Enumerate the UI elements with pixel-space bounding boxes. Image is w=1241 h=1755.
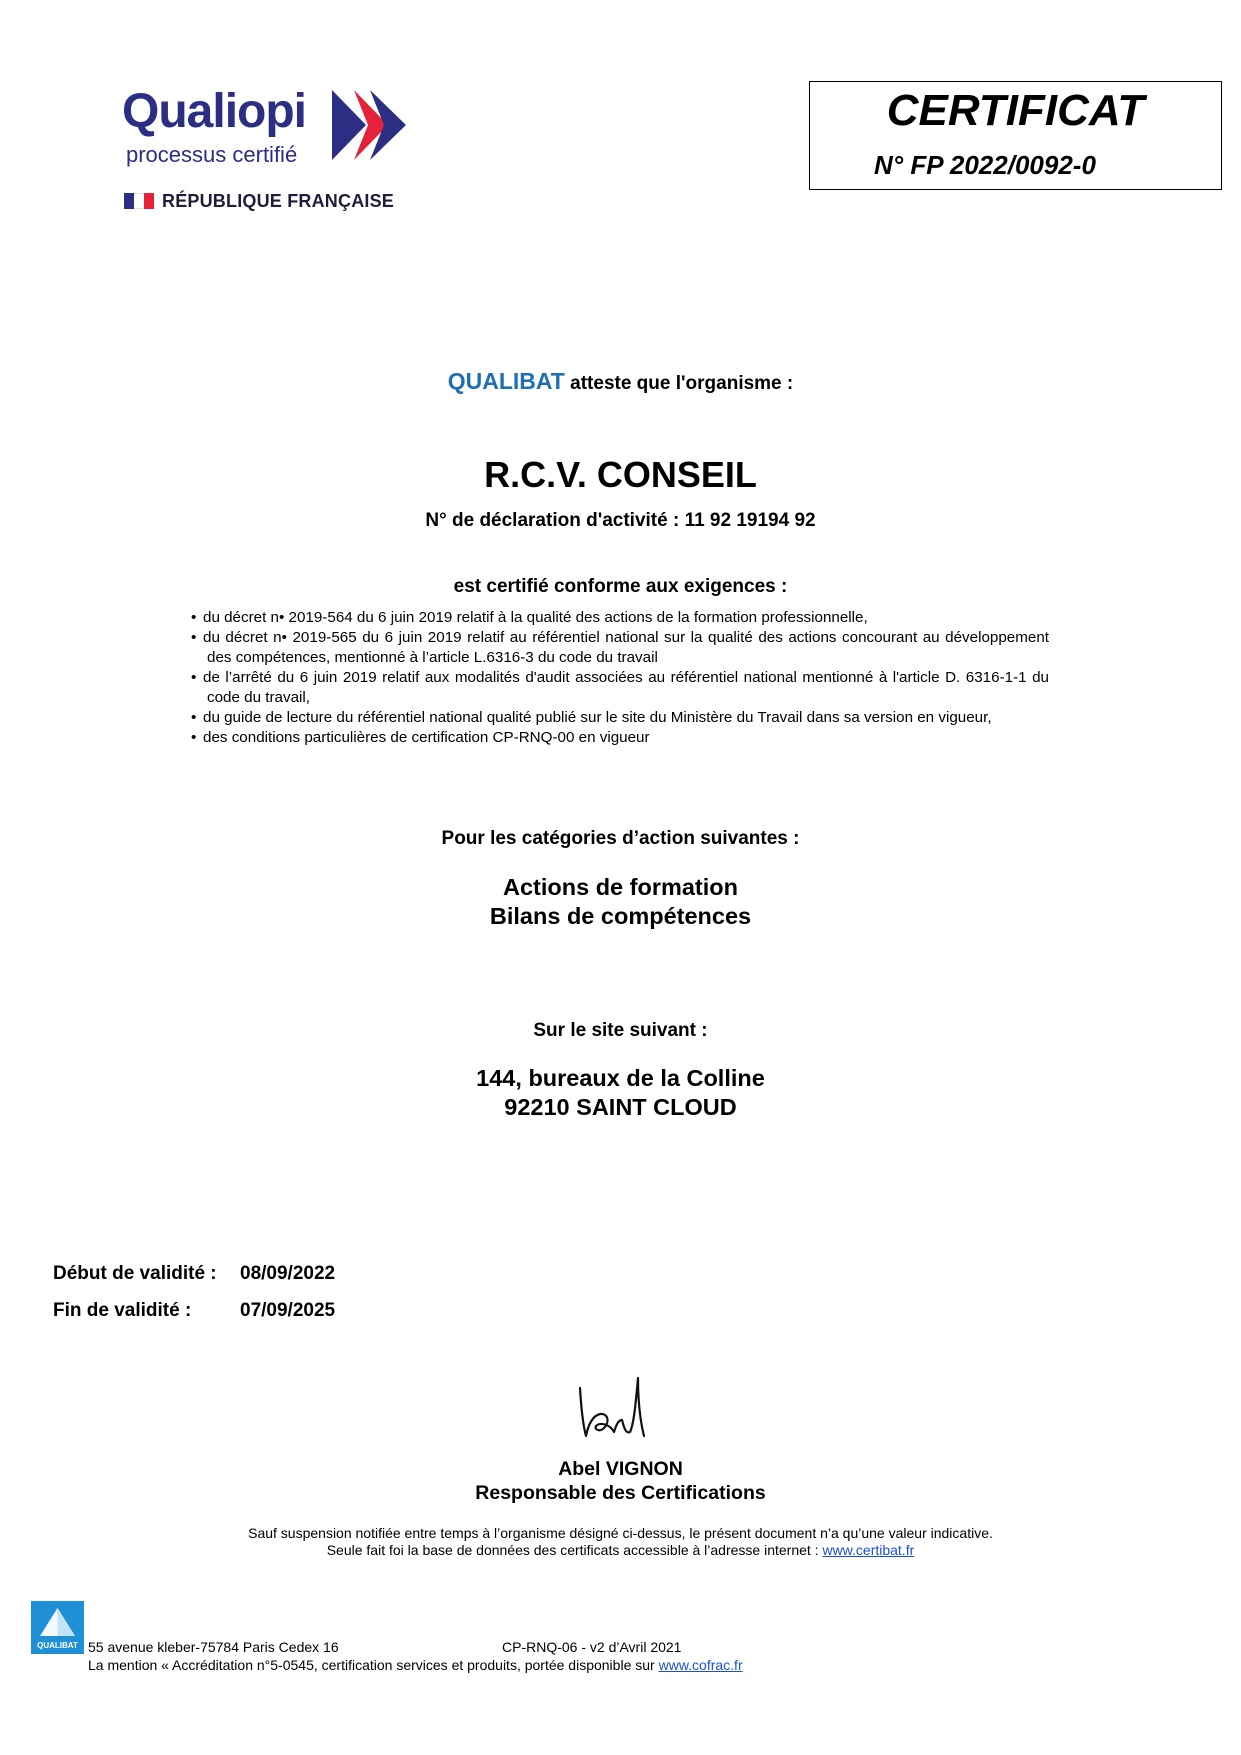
list-item: • du décret n• 2019-565 du 6 juin 2019 relatif au référentiel national sur la qualité des actions concourant au développement des compétences, mentionné à l’article L.6316-3 du code du travail [191, 628, 1049, 668]
signatory-role: Responsable des Certifications [475, 1482, 766, 1504]
validity-end [53, 1292, 335, 1329]
validity-start [53, 1255, 335, 1292]
site-address-line: 144, bureaux de la Colline [476, 1065, 765, 1091]
list-item: • de l’arrêté du 6 juin 2019 relatif aux modalités d'audit associées au référentiel national mentionné à l'article D. 6316-1-1 du code du travail, [191, 668, 1049, 708]
list-item: • du décret n• 2019-564 du 6 juin 2019 relatif à la qualité des actions de la formation professionnelle, [191, 608, 1049, 628]
certificate-header-box [809, 81, 1222, 190]
site-heading: Sur le site suivant : [533, 1020, 708, 1041]
signatory-name: Abel VIGNON [558, 1458, 683, 1480]
categories-heading: Pour les catégories d’action suivantes : [441, 828, 800, 849]
notice-line: Sauf suspension notifiée entre temps à l’organisme désigné ci-dessus, le présent document n’a qu’une valeur indicative. [248, 1525, 993, 1541]
qualiopi-tagline: processus certifié [126, 142, 298, 167]
attestation-line [0, 368, 1241, 397]
footer-accreditation [88, 1657, 743, 1674]
republique-francaise-text: RÉPUBLIQUE FRANÇAISE [162, 190, 395, 211]
qualiopi-wordmark: Qualiopi [122, 85, 306, 138]
requirements-heading: est certifié conforme aux exigences : [453, 576, 788, 597]
notice-line [0, 1542, 1241, 1559]
validity-block [53, 1255, 335, 1329]
qualibat-mountain-icon [31, 1604, 84, 1644]
site-address-line: 92210 SAINT CLOUD [504, 1094, 737, 1120]
footer-address: 55 avenue kleber-75784 Paris Cedex 16 [88, 1639, 339, 1655]
list-item: • des conditions particulières de certification CP-RNQ-00 en vigueur [191, 728, 1049, 748]
validity-start-label: Début de validité : [53, 1263, 217, 1284]
validity-start-date: 08/09/2022 [240, 1263, 336, 1284]
attestation-text: atteste que l'organisme : [570, 373, 794, 394]
qualibat-brand: QUALIBAT [447, 368, 565, 394]
footer-document-reference: CP-RNQ-06 - v2 d’Avril 2021 [502, 1639, 682, 1655]
cofrac-link[interactable]: www.cofrac.fr [658, 1657, 743, 1673]
accreditation-text: La mention « Accréditation n°5-0545, certification services et produits, portée disponible sur [88, 1657, 655, 1673]
requirements-list [191, 608, 1049, 748]
legal-notice [0, 1525, 1241, 1559]
certificate-number: N° FP 2022/0092-0 [874, 150, 1096, 180]
certibat-link[interactable]: www.certibat.fr [822, 1542, 915, 1558]
organisation-name: R.C.V. CONSEIL [484, 454, 757, 495]
categories-list [0, 873, 1241, 931]
republique-francaise-mark [124, 190, 394, 212]
validity-end-date: 07/09/2025 [240, 1300, 336, 1321]
list-item: • du guide de lecture du référentiel national qualité publié sur le site du Ministère du Travail dans sa version en vigueur, [191, 708, 1049, 728]
qualibat-logo-text: QUALIBAT [37, 1641, 78, 1650]
category-item: Actions de formation [502, 874, 738, 900]
qualiopi-logo [122, 86, 422, 216]
notice-line-text: Seule fait foi la base de données des certificats accessible à l’adresse internet : [326, 1542, 819, 1558]
site-address [0, 1064, 1241, 1122]
declaration-number: N° de déclaration d'activité : 11 92 19194 92 [425, 510, 816, 531]
category-item: Bilans de compétences [489, 903, 752, 929]
certificate-title: CERTIFICAT [886, 86, 1145, 135]
validity-end-label: Fin de validité : [53, 1300, 192, 1321]
signature-image [570, 1370, 650, 1446]
qualiopi-arrows-icon [332, 90, 406, 160]
qualibat-logo [31, 1601, 84, 1654]
french-flag-icon [124, 193, 154, 209]
